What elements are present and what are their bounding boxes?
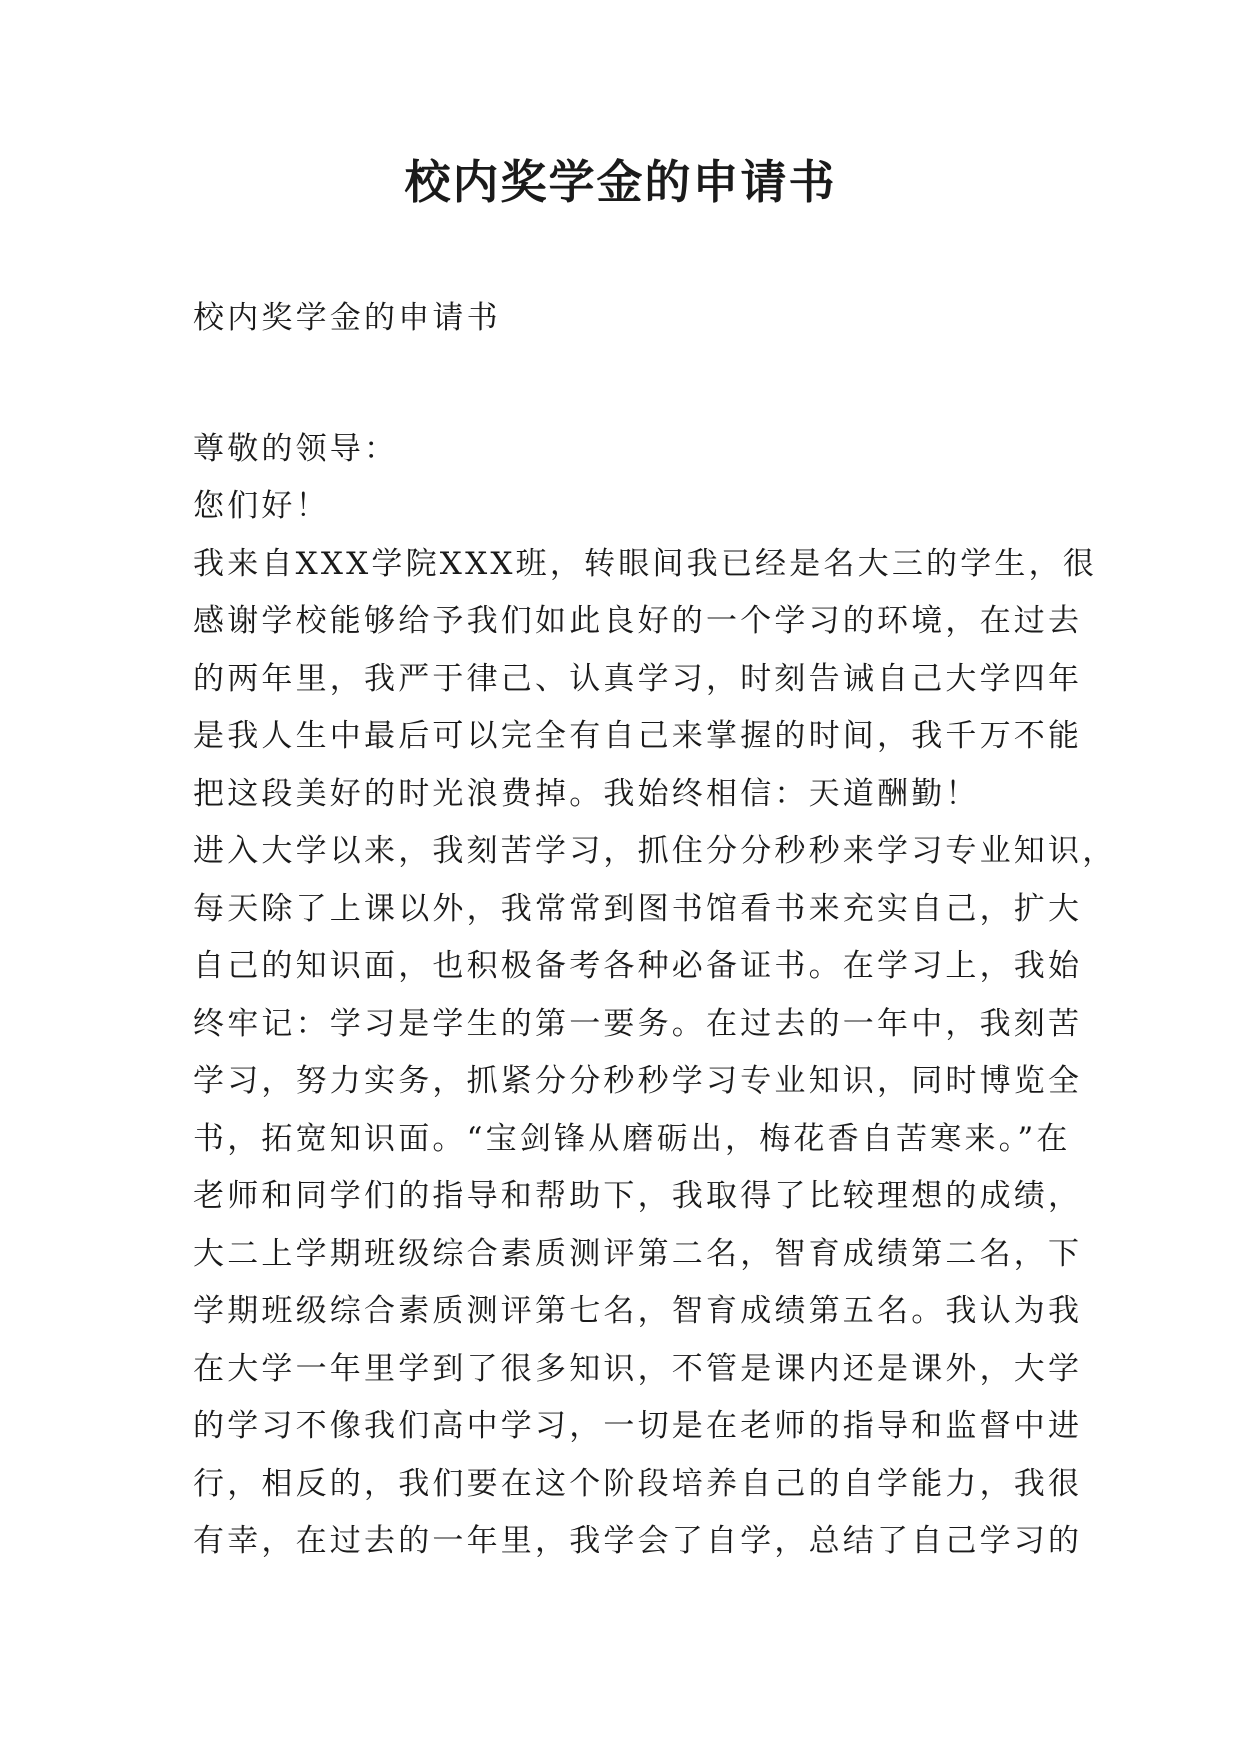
- body-line: 您们好！: [193, 488, 330, 524]
- body-line: 大二上学期班级综合素质测评第二名，智育成绩第二名，下: [193, 1235, 1083, 1272]
- body-line: 学习，努力实务，抓紧分分秒秒学习专业知识，同时博览全: [193, 1063, 1083, 1099]
- body-line: 进入大学以来，我刻苦学习，抓住分分秒秒来学习专业知识，: [193, 833, 1117, 869]
- body-line: 把这段美好的时光浪费掉。我始终相信：天道酬勤！: [193, 775, 980, 812]
- body-line: 尊敬的领导：: [193, 430, 399, 467]
- body-line: 终牢记：学习是学生的第一要务。在过去的一年中，我刻苦: [193, 1005, 1083, 1042]
- body-line: 自己的知识面，也积极备考各种必备证书。在学习上，我始: [193, 948, 1083, 984]
- body-line: 我来自XXX学院XXX班，转眼间我已经是名大三的学生，很: [193, 545, 1098, 582]
- body-line: 有幸，在过去的一年里，我学会了自学，总结了自己学习的: [193, 1523, 1083, 1559]
- body-line: 在大学一年里学到了很多知识，不管是课内还是课外，大学: [193, 1350, 1083, 1387]
- document-body: [193, 290, 1117, 1571]
- body-line: 老师和同学们的指导和帮助下，我取得了比较理想的成绩，: [193, 1178, 1083, 1214]
- document-title: 校内奖学金的申请书: [404, 155, 837, 209]
- body-line: 每天除了上课以外，我常常到图书馆看书来充实自己，扩大: [193, 890, 1083, 927]
- body-line: 的两年里，我严于律己、认真学习，时刻告诫自己大学四年: [193, 660, 1083, 697]
- document-subtitle: 校内奖学金的申请书: [193, 300, 501, 336]
- body-line: 的学习不像我们高中学习，一切是在老师的指导和监督中进: [193, 1408, 1083, 1444]
- body-line: 感谢学校能够给予我们如此良好的一个学习的环境，在过去: [193, 603, 1083, 639]
- body-line: 学期班级综合素质测评第七名，智育成绩第五名。我认为我: [193, 1293, 1083, 1329]
- body-line: 行，相反的，我们要在这个阶段培养自己的自学能力，我很: [193, 1465, 1083, 1502]
- body-line: 书，拓宽知识面。“宝剑锋从磨砺出，梅花香自苦寒来。”在: [193, 1120, 1071, 1157]
- body-line: 是我人生中最后可以完全有自己来掌握的时间，我千万不能: [193, 718, 1083, 754]
